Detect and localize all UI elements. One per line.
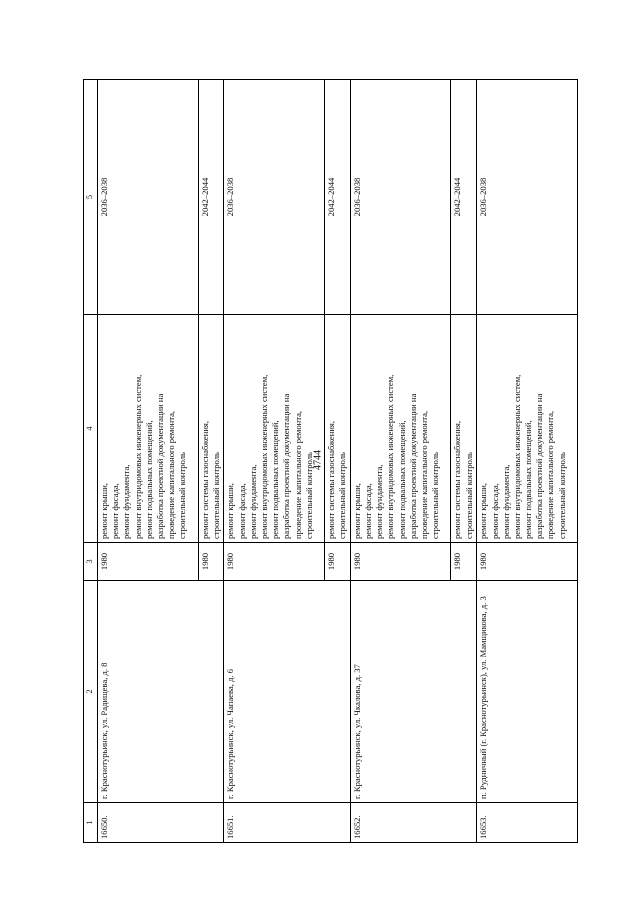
row-period: 2042–2044: [451, 80, 477, 315]
row-works: [477, 315, 578, 543]
work-item: строительный контроль: [463, 452, 474, 539]
row-address: п. Рудничный (г. Краснотурьинск), ул. Мамщикова, д. 3: [477, 581, 578, 803]
work-item: ремонт фундамента,: [374, 464, 385, 539]
work-item: ремонт подвальных помещений,: [396, 420, 407, 539]
col-header-5: 5: [84, 80, 98, 315]
row-year: 1980: [451, 543, 477, 581]
row-number: 16652.: [350, 803, 476, 843]
table-row: [224, 80, 325, 843]
page-number-text: 4744: [312, 450, 324, 470]
rotated-page: [83, 80, 578, 843]
row-period: 2036–2038: [477, 80, 578, 315]
work-item: ремонт крыши,: [225, 483, 236, 539]
work-item: ремонт фундамента,: [500, 464, 511, 539]
work-item: ремонт фасада,: [110, 483, 121, 539]
work-item: ремонт внутридомовых инженерных систем,: [385, 374, 396, 539]
row-number: 16650.: [98, 803, 224, 843]
work-item: проведение капитального ремонта,: [545, 410, 556, 539]
row-address: г. Краснотурьинск, ул. Чапаева, д. 6: [224, 581, 350, 803]
row-works: [98, 315, 199, 543]
table-row: [477, 80, 578, 843]
work-item: ремонт подвальных помещений,: [523, 420, 534, 539]
row-number: 16653.: [477, 803, 578, 843]
work-item: строительный контроль: [430, 452, 441, 539]
col-header-3: 3: [84, 543, 98, 581]
work-item: ремонт крыши,: [478, 483, 489, 539]
row-works: [451, 315, 477, 543]
row-works: [198, 315, 224, 543]
work-item: строительный контроль: [556, 452, 567, 539]
work-item: разработка проектной документации на: [281, 393, 292, 539]
row-period: 2042–2044: [198, 80, 224, 315]
work-item: ремонт крыши,: [99, 483, 109, 539]
row-address: г. Краснотурьинск, ул. Радищева, д. 8: [98, 581, 224, 803]
row-year: 1980: [350, 543, 451, 581]
row-year: 1980: [477, 543, 578, 581]
work-item: ремонт фундамента,: [121, 464, 132, 539]
work-item: ремонт внутридомовых инженерных систем,: [259, 374, 269, 539]
work-item: проведение капитального ремонта,: [419, 410, 429, 539]
table-row: [98, 80, 199, 843]
work-item: ремонт системы газоснабжения,: [199, 420, 210, 539]
work-item: ремонт внутридомовых инженерных систем,: [132, 374, 143, 539]
row-works: [324, 315, 350, 543]
row-year: 1980: [198, 543, 224, 581]
row-period: 2036–2038: [224, 80, 325, 315]
row-address: г. Краснотурьинск, ул. Чкалова, д. 37: [350, 581, 476, 803]
col-header-1: 1: [84, 803, 98, 843]
header-row: [84, 80, 98, 843]
row-year: 1980: [98, 543, 199, 581]
row-period: 2042–2044: [324, 80, 350, 315]
row-works: [350, 315, 451, 543]
row-period: 2036–2038: [350, 80, 451, 315]
row-year: 1980: [324, 543, 350, 581]
work-item: ремонт системы газоснабжения,: [452, 420, 463, 539]
repair-schedule-table: [83, 79, 578, 843]
work-item: ремонт фасада,: [236, 483, 247, 539]
work-item: разработка проектной документации на: [407, 393, 418, 539]
work-item: разработка проектной документации на: [534, 393, 545, 539]
row-number: 16651.: [224, 803, 350, 843]
work-item: ремонт системы газоснабжения,: [325, 420, 336, 539]
work-item: ремонт фасада,: [489, 483, 500, 539]
work-item: ремонт крыши,: [351, 483, 362, 539]
row-year: 1980: [224, 543, 325, 581]
col-header-2: 2: [84, 581, 98, 803]
col-header-4: 4: [84, 315, 98, 543]
work-item: проведение капитального ремонта,: [166, 410, 177, 539]
work-item: проведение капитального ремонта,: [292, 410, 303, 539]
work-item: ремонт внутридомовых инженерных систем,: [511, 374, 522, 539]
work-item: ремонт подвальных помещений,: [143, 420, 154, 539]
row-period: 2036–2038: [98, 80, 199, 315]
work-item: разработка проектной документации на: [154, 393, 165, 539]
work-item: ремонт фасада,: [363, 483, 374, 539]
work-item: ремонт фундамента,: [247, 464, 258, 539]
work-item: строительный контроль: [337, 452, 348, 539]
work-item: строительный контроль: [303, 452, 314, 539]
work-item: строительный контроль: [177, 452, 188, 539]
work-item: ремонт подвальных помещений,: [270, 420, 281, 539]
work-item: строительный контроль: [210, 452, 221, 539]
table-row: [350, 80, 451, 843]
row-works: [224, 315, 325, 543]
